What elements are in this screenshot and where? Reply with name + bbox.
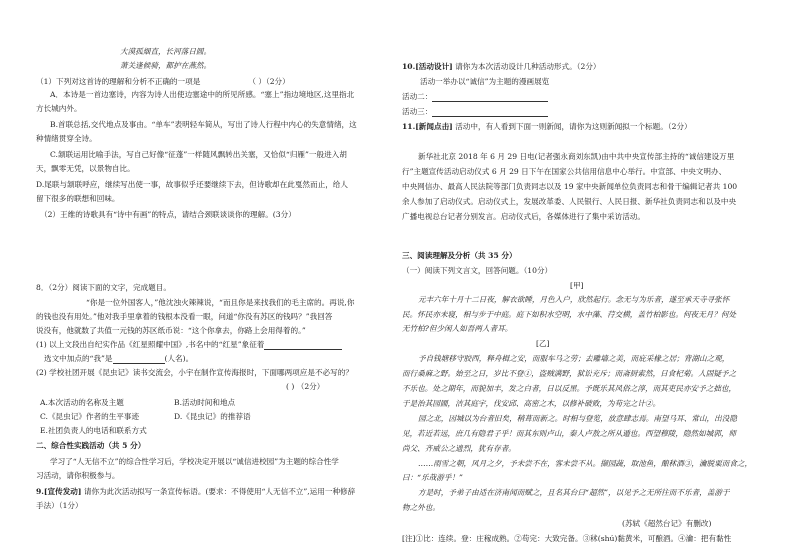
news-line3: 中央网信办、最高人民法院等部门负责同志以及 19 家中央新闻单位负责同志和骨干编辑记者共 100 (402, 182, 738, 191)
q1-option-a-line2: 方长城内外。 (36, 104, 82, 113)
section-2-intro-line1: 学习了“人无信不立”的综合性学习后，学校决定开展以“诚信进校园”为主题的综合性学 (50, 457, 339, 466)
q10-example: 活动一举办以“诚信”为主题的漫画展览 (420, 77, 550, 86)
passage-jia-line2: 民。怀民亦未寝，相与步于中庭。庭下如积水空明，水中藻、荇交横，盖竹柏影也。何夜无月？何处 (402, 310, 737, 319)
q1-stem: （1）下列对这首诗的理解和分析不正确的一项是 （ ）（2分） (36, 77, 290, 86)
q1-option-d-line1: D.尾联与颔联呼应，继续写出使一事，故事似乎还要继续下去，但诗歌却在此戛然而止，给人 (36, 180, 348, 189)
passage-yi-line2: 而行桑麻之野。始至之日，岁比不登①，盗贼满野，狱讼充斥；而斋厨索然，日食杞菊。人固疑予之 (402, 369, 737, 378)
passage-jia-line3: 无竹柏?但少闲人如吾两人者耳。 (402, 324, 513, 333)
passage-yi-line4: 于是治其园圃，洁其庭宇，伐安邱、高密之木，以修补破败，为苟完之计②。 (402, 399, 661, 408)
q8-option-d: D.《昆虫记》的推荐语 (174, 412, 251, 421)
poem-line-2: 萧关逢候骑，都护在燕然。 (120, 61, 212, 70)
q10-stem: 10.[活动设计] 请你为本次活动设计几种活动形式。（2分） (402, 62, 601, 71)
passage-yi-line11: 物之外也。 (402, 503, 440, 512)
passage-yi-line9: 曰：“乐哉游乎！” (402, 473, 463, 482)
q8-passage-line1: “你是一位外国客人，”他沈浊火辣辣说，“而且你是来找我们的毛主席的。再说,你 (86, 298, 355, 307)
q1-option-a-line1: A．本诗是一首边塞诗，内容为诗人出使边塞途中的所见所感。“塞上”指边境地区,这里指北 (50, 90, 355, 99)
q8-sub2-paren: ( ) （2分） (286, 382, 325, 391)
passage-yi-label: [乙] (536, 339, 550, 348)
q2-stem: （2）王维的诗歌具有“诗中有画”的特点，请结合颈联谈谈你的理解。(3分） (40, 210, 296, 219)
q11-stem: 11.[新闻点击] 活动中，有人看到下面一则新闻，请你为这则新闻拟一个标题。（2分） (402, 122, 692, 131)
q9-stem: 9.[宣传发动] 请你为此次活动拟写一条宣传标语。(要求：不得使用“人无信不立”,运用一种修辞 (36, 487, 356, 496)
answer-blank[interactable] (432, 92, 548, 102)
answer-blank[interactable] (113, 354, 165, 364)
section-2-intro-line2: 习活动，请你积极参与。 (36, 471, 120, 480)
passage-jia-line1: 元丰六年十月十二日夜，解衣欲睡，月色入户，欣然起行。念无与为乐者，遂至承天寺寻张怀 (418, 295, 730, 304)
news-line1: 新华社北京 2018 年 6 月 29 日电(记者强永商刘东凯)由中共中央宣传部主持的“诚信建设万里 (418, 152, 735, 161)
q1-option-b-line2: 种情绪贯穿全诗。 (36, 134, 97, 143)
q8-passage-line2: 的钱也没有用处。”他对我手里拿着的钱根本没看一眼，问道“你没有苏区的钱吗？”我回答 (36, 312, 333, 321)
passage-yi-line10: 方是时，予弟子由适在济南闻而赋之，且名其台曰“超然”，以见予之无所往而不乐者，盖游于 (418, 488, 730, 497)
q8-option-e: E.社团负责人的电话和联系方式 (40, 426, 147, 435)
poem-line-1: 大漠孤烟直，长河落日圆。 (120, 47, 212, 56)
q8-option-c: C.《昆虫记》作者的生平事迹 (40, 412, 140, 421)
news-line5: 广播电视总台记者分别发言。启动仪式后，各媒体进行了集中采访活动。 (402, 212, 645, 221)
section-2-heading: 二、综合性实践活动（共 5 分） (36, 441, 146, 450)
answer-blank[interactable] (432, 107, 548, 117)
q8-option-b: B.活动时间和地点 (174, 398, 236, 407)
activity-2: 活动二： (402, 91, 548, 102)
q1-option-c-line1: C.颔联运用比喻手法，写自己好像“征蓬”一样随风飘转出关塞，又恰似“归雁”一般进入胡 (50, 150, 347, 159)
q8-sub1-narrator: 选文中加点的“我”是 (人名)。 (44, 354, 194, 363)
section-3-heading: 三、阅读理解及分析（共 35 分） (402, 251, 517, 260)
passage-source: (苏轼《超然台记》有删改) (622, 519, 712, 528)
q9-stem-line2: 手法）（1分） (36, 501, 83, 510)
q1-option-b-line1: B.首联总括,交代地点及事由。“单车”表明轻车简从，写出了诗人行程中内心的失意情绪，这 (50, 120, 357, 129)
news-line2: 行”主题宣传活动启动仪式 6 月 29 日下午在国家公共信用信息中心举行。中宣部、中央文明办、 (402, 167, 727, 176)
q1-option-d-line2: 留下很多的联想和回味。 (36, 194, 120, 203)
q1-option-c-line2: 天，飘零无凭，以景物自比。 (36, 164, 135, 173)
section-3-subheading: （一）阅读下列文言文，回答问题。（10分） (402, 266, 553, 275)
passage-yi-line8: ……雨雪之朝，风月之夕，予未尝不在，客未尝不从。撷园蔬，取池鱼，酿秫酒③，瀹脱粟而食之， (418, 459, 753, 468)
activity-3: 活动三： (402, 106, 548, 117)
passage-yi-line7: 尚父、齐威公之遗烈，犹有存者。 (402, 444, 516, 453)
passage-yi-line5: 园之北，因城以为台者旧矣，稍葺而新之。时相与登览，放意肆志焉。南望马耳、常山，出没隐 (418, 414, 737, 423)
answer-blank[interactable] (264, 340, 342, 350)
q8-option-a: A.本次活动的名称及主题 (40, 398, 124, 407)
footnote: [注]①比：连续。登：庄稼成熟。②苟完：大致完备。③秫(shú)黏黄米，可酿酒。④瀹：把有黏性 (402, 534, 732, 543)
passage-jia-label: [甲] (570, 281, 584, 290)
passage-yi-line3: 不乐也。处之期年，而貌加丰，发之白者，日以反黑。予既乐其风俗之淳，而其吏民亦安予之拙也， (402, 384, 737, 393)
q8-sub2: (2) 学校社团开展《昆虫记》读书交流会，小宇在制作宣传海报时，下面哪两项应是不必写的？ (36, 368, 353, 377)
q8-sub1: (1) 以上文段出自纪实作品《红星照耀中国》,书名中的“红星”象征着 (36, 339, 342, 350)
passage-yi-line6: 见，若近若远，庶几有隐君子乎！而其东则卢山，秦人卢敖之所从遁也。西望穆陵，隐然如城郭，师 (402, 429, 737, 438)
q8-passage-line3: 说没有，他就数了共值一元钱的苏区纸币说：“这个你拿去，你路上会用得着的。” (36, 326, 306, 335)
news-line4: 余人参加了启动仪式。启动仪式上，发展改革委、人民银行、人民日报、新华社负责同志和以及中央 (402, 197, 737, 206)
passage-yi-line1: 予自钱塘移守胶西，释舟楫之安，而服车马之劳；去雕墙之美，而庇采椽之居；背湖山之观， (418, 354, 730, 363)
q8-stem: 8．（2分）阅读下面的文字，完成题目。 (36, 283, 171, 292)
